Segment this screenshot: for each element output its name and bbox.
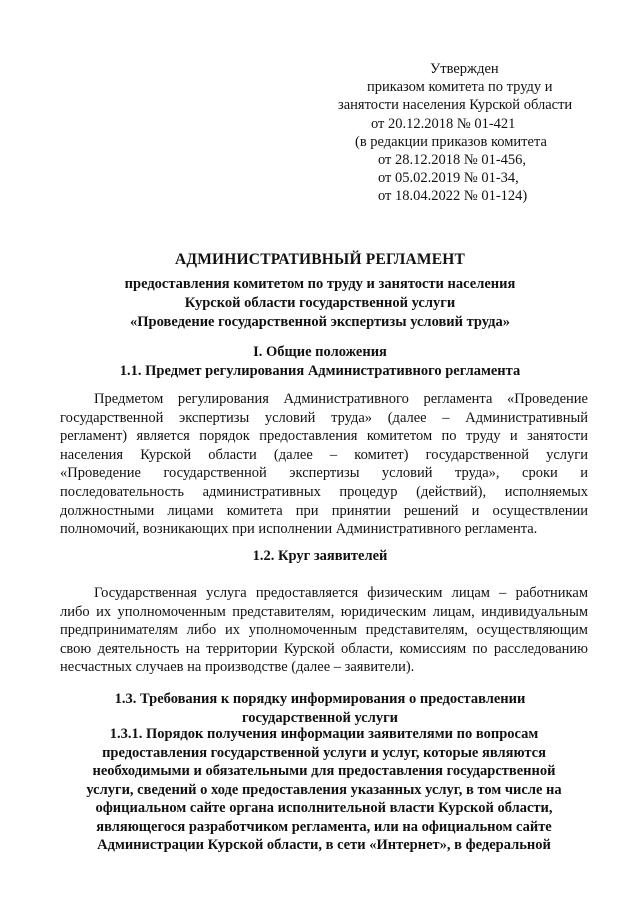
subsection-line: услуги, сведений о ходе предоставления указанных услуг, в том числе на [86, 781, 562, 798]
approval-line: (в редакции приказов комитета [355, 133, 547, 150]
approval-line: занятости населения Курской области [338, 97, 573, 114]
approval-stamp [300, 60, 610, 206]
paragraph-line: последовательность административных процедур (действий), исполняемых [60, 483, 588, 500]
paragraph-line: Предметом регулирования Административного регламента «Проведение [94, 391, 588, 407]
subsection-line: предоставления государственной услуги и услуг, которые являются [102, 744, 546, 761]
approval-line: от 28.12.2018 № 01-456, [378, 152, 527, 169]
section-heading: I. Общие положения [253, 344, 387, 360]
section-1-paragraph [60, 390, 588, 539]
paragraph-line: предпринимателям либо их уполномоченным представителям, осуществляющим [60, 622, 588, 639]
approval-line: приказом комитета по труду и [367, 79, 553, 96]
subsection-heading: 1.1. Предмет регулирования Административного регламента [119, 362, 521, 379]
approval-line: от 20.12.2018 № 01-421 [371, 115, 516, 132]
approval-line: от 05.02.2019 № 01-34, [378, 170, 519, 187]
subsection-1-3-1 [60, 725, 588, 855]
approval-line: от 18.04.2022 № 01-124) [378, 188, 528, 205]
paragraph-line: государственной экспертизы условий труда» (далее – Административный [60, 409, 588, 426]
subtitle-line: «Проведение государственной экспертизы условий труда» [130, 314, 510, 330]
paragraph-line: регламент) является порядок предоставления комитетом по труду и занятости [60, 428, 588, 445]
subsection-line: необходимыми и обязательными для предоставления государственной [92, 763, 556, 779]
subsection-line: являющегося разработчиком регламента, или на официальном сайте [96, 818, 552, 835]
approval-line: Утвержден [430, 61, 499, 77]
subsection-line: официальном сайте органа исполнительной власти Курской области, [95, 800, 553, 816]
paragraph-line: несчастных случаев на производстве (далее – заявители). [60, 659, 415, 676]
section-1-3-heading [80, 690, 560, 727]
paragraph-line: должностными лицами комитета при принятии решений и осуществлении [60, 502, 588, 519]
document-subtitle [80, 275, 560, 332]
subtitle-line: предоставления комитетом по труду и занятости населения [124, 276, 516, 292]
section-1-2-heading: 1.2. Круг заявителей [252, 548, 388, 564]
heading-line: 1.3. Требования к порядку информирования о предоставлении [114, 691, 526, 707]
paragraph-line: населения Курской области (далее – комитет) государственной услуги [60, 446, 588, 463]
paragraph-line: «Проведение государственной экспертизы условий труда», сроки и [60, 465, 588, 482]
subsection-line: 1.3.1. Порядок получения информации заявителями по вопросам [109, 726, 539, 742]
section-1-headings [80, 343, 560, 380]
paragraph-line: Государственная услуга предоставляется физическим лицам – работникам [94, 585, 588, 601]
subtitle-line: Курской области государственной услуги [184, 295, 456, 311]
section-1-2-paragraph [60, 584, 588, 677]
paragraph-line: свою деятельность на территории Курской области, комиссиям по расследованию [60, 640, 588, 657]
paragraph-line: полномочий, возникающих при исполнении Административного регламента. [60, 521, 538, 538]
paragraph-line: либо их уполномоченным представителям, юридическим лицам, индивидуальным [60, 603, 588, 620]
heading-line: государственной услуги [241, 709, 399, 726]
document-title: АДМИНИСТРАТИВНЫЙ РЕГЛАМЕНТ [174, 251, 466, 268]
subsection-line: Администрации Курской области, в сети «Интернет», в федеральной [97, 837, 551, 853]
